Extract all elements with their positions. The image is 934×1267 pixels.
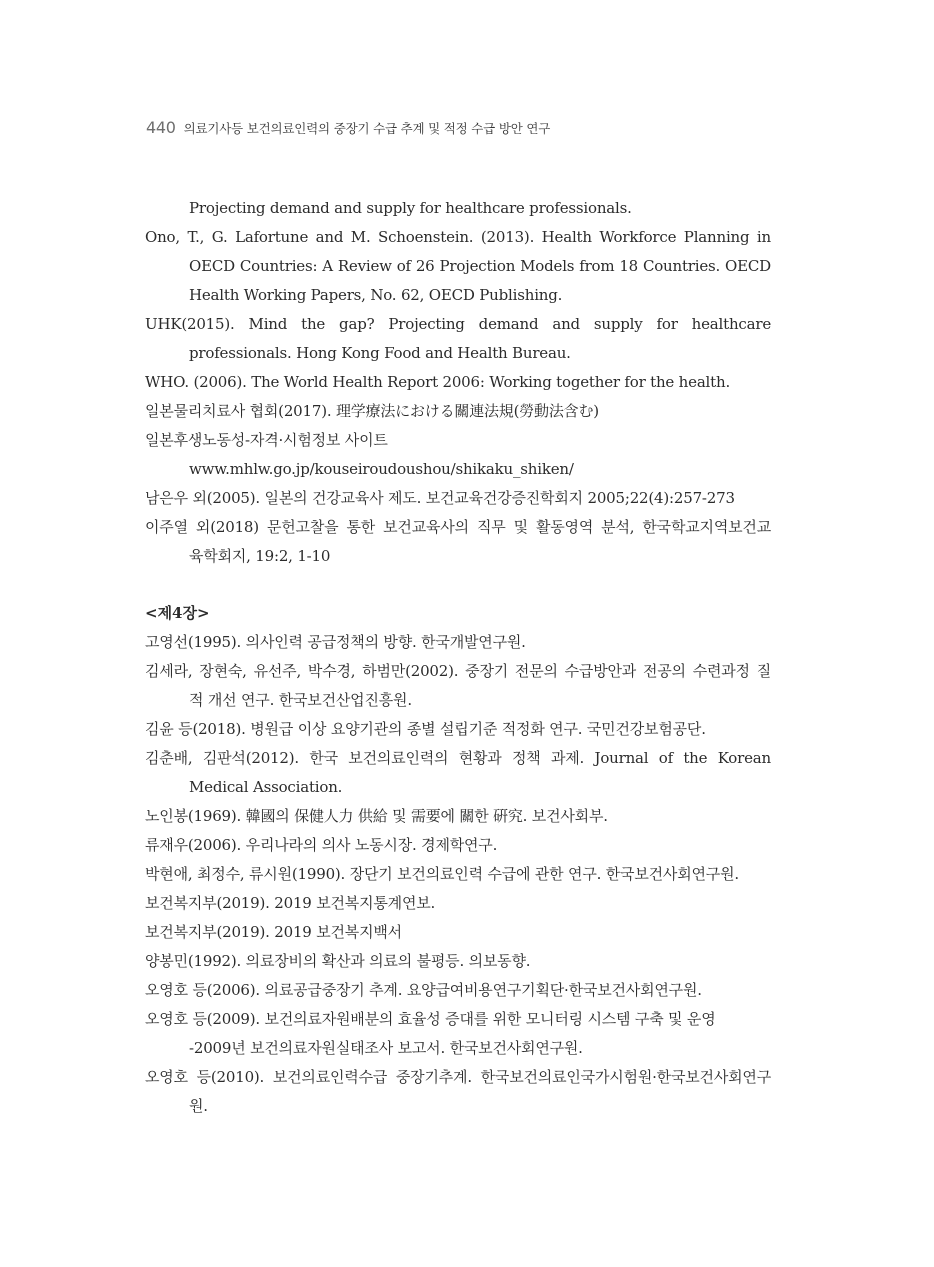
reference-entry-line: 오영호 등(2009). 보건의료자원배분의 효율성 증대를 위한 모니터링 시스템 구축 및 운영 xyxy=(145,1010,716,1028)
reference-entry-line: 김윤 등(2018). 병원급 이상 요양기관의 종별 설립기준 적정화 연구. 국민건강보험공단. xyxy=(145,720,706,738)
reference-entry-line: 류재우(2006). 우리나라의 의사 노동시장. 경제학연구. xyxy=(145,836,498,854)
reference-continuation-line: Health Working Papers, No. 62, OECD Publishing. xyxy=(189,286,563,304)
reference-entry-line: UHK(2015). Mind the gap? Projecting demand and supply for healthcare xyxy=(145,315,771,333)
reference-continuation-line: 원. xyxy=(189,1097,208,1115)
reference-continuation-line: Projecting demand and supply for healthcare professionals. xyxy=(189,199,632,217)
reference-continuation-line: 육학회지, 19:2, 1-10 xyxy=(189,547,331,565)
reference-entry-line: 오영호 등(2006). 의료공급중장기 추계. 요양급여비용연구기획단·한국보건사회연구원. xyxy=(145,981,702,999)
reference-entry-line: 보건복지부(2019). 2019 보건복지백서 xyxy=(145,923,402,941)
reference-entry-line: 노인봉(1969). 韓國의 保健人力 供給 및 需要에 關한 硏究. 보건사회부. xyxy=(145,807,608,825)
reference-entry-line: 김세라, 장현숙, 유선주, 박수경, 하범만(2002). 중장기 전문의 수급방안과 전공의 수련과정 질 xyxy=(145,662,771,680)
reference-entry-line: WHO. (2006). The World Health Report 2006: Working together for the health. xyxy=(145,373,731,391)
running-title: 의료기사등 보건의료인력의 중장기 수급 추계 및 적정 수급 방안 연구 xyxy=(183,121,551,136)
section-gap xyxy=(145,571,771,599)
reference-entry-line: 오영호 등(2010). 보건의료인력수급 중장기추계. 한국보건의료인국가시험원·한국보건사회연구 xyxy=(145,1068,771,1086)
reference-entry-line: 고영선(1995). 의사인력 공급정책의 방향. 한국개발연구원. xyxy=(145,633,526,651)
page-number: 440 xyxy=(146,118,176,137)
reference-continuation-line: 적 개선 연구. 한국보건산업진흥원. xyxy=(189,691,412,709)
reference-entry-line: 보건복지부(2019). 2019 보건복지통계연보. xyxy=(145,894,436,912)
reference-entry-line: Ono, T., G. Lafortune and M. Schoenstein. (2013). Health Workforce Planning in xyxy=(145,228,771,246)
reference-entry-line: 일본물리치료사 협회(2017). 理学療法における關連法規(勞動法含む) xyxy=(145,402,599,420)
reference-list xyxy=(145,194,771,1121)
reference-continuation-line: professionals. Hong Kong Food and Health Bureau. xyxy=(189,344,571,362)
reference-entry-line: 박현애, 최정수, 류시원(1990). 장단기 보건의료인력 수급에 관한 연구. 한국보건사회연구원. xyxy=(145,865,739,883)
reference-continuation-line: -2009년 보건의료자원실태조사 보고서. 한국보건사회연구원. xyxy=(189,1039,583,1057)
reference-entry-line: 김춘배, 김판석(2012). 한국 보건의료인력의 현황과 정책 과제. Journal of the Korean xyxy=(145,749,771,767)
reference-entry-line: 이주열 외(2018) 문헌고찰을 통한 보건교육사의 직무 및 활동영역 분석, 한국학교지역보건교 xyxy=(145,518,771,536)
reference-continuation-line: Medical Association. xyxy=(189,778,343,796)
reference-block-2 xyxy=(145,628,771,1121)
reference-continuation-line: OECD Countries: A Review of 26 Projection Models from 18 Countries. OECD xyxy=(189,257,771,275)
reference-continuation-line: www.mhlw.go.jp/kouseiroudoushou/shikaku_shiken/ xyxy=(189,460,574,478)
reference-entry-line: 일본후생노동성-자격·시험정보 사이트 xyxy=(145,431,388,449)
reference-block-1 xyxy=(145,194,771,571)
running-header xyxy=(146,118,550,137)
reference-entry-line: 남은우 외(2005). 일본의 건강교육사 제도. 보건교육건강증진학회지 2005;22(4):257-273 xyxy=(145,489,735,507)
reference-entry-line: 양봉민(1992). 의료장비의 확산과 의료의 불평등. 의보동향. xyxy=(145,952,531,970)
section-heading: <제4장> xyxy=(145,604,210,622)
